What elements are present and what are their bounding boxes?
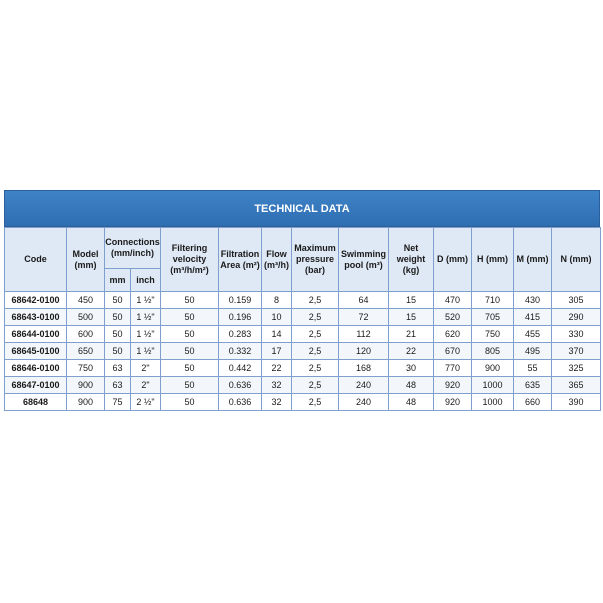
cell-model: 450: [67, 292, 105, 309]
cell-model: 500: [67, 309, 105, 326]
table-row: [5, 343, 601, 360]
cell-area: 0.196: [219, 309, 262, 326]
cell-h: 710: [472, 292, 514, 309]
cell-flow: 32: [262, 377, 292, 394]
cell-m: 660: [514, 394, 552, 411]
cell-n: 305: [552, 292, 601, 309]
cell-code: 68647-0100: [5, 377, 67, 394]
cell-area: 0.636: [219, 377, 262, 394]
cell-code: 68646-0100: [5, 360, 67, 377]
cell-n: 325: [552, 360, 601, 377]
cell-area: 0.159: [219, 292, 262, 309]
cell-d: 620: [434, 326, 472, 343]
cell-code: 68642-0100: [5, 292, 67, 309]
cell-m: 415: [514, 309, 552, 326]
cell-pressure: 2,5: [292, 309, 339, 326]
header-flow: Flow (m³/h): [262, 228, 292, 292]
cell-area: 0.332: [219, 343, 262, 360]
cell-model: 750: [67, 360, 105, 377]
cell-h: 750: [472, 326, 514, 343]
cell-pressure: 2,5: [292, 377, 339, 394]
cell-code: 68643-0100: [5, 309, 67, 326]
cell-flow: 10: [262, 309, 292, 326]
cell-pressure: 2,5: [292, 343, 339, 360]
cell-flow: 32: [262, 394, 292, 411]
cell-pool: 168: [339, 360, 389, 377]
cell-pool: 64: [339, 292, 389, 309]
cell-n: 365: [552, 377, 601, 394]
cell-pressure: 2,5: [292, 360, 339, 377]
header-net-weight: Net weight (kg): [389, 228, 434, 292]
cell-velocity: 50: [161, 377, 219, 394]
cell-h: 705: [472, 309, 514, 326]
cell-d: 770: [434, 360, 472, 377]
cell-area: 0.636: [219, 394, 262, 411]
cell-velocity: 50: [161, 360, 219, 377]
cell-n: 370: [552, 343, 601, 360]
cell-weight: 22: [389, 343, 434, 360]
header-h: H (mm): [472, 228, 514, 292]
cell-h: 900: [472, 360, 514, 377]
cell-mm: 63: [105, 377, 131, 394]
cell-mm: 50: [105, 326, 131, 343]
cell-pressure: 2,5: [292, 326, 339, 343]
cell-flow: 8: [262, 292, 292, 309]
cell-velocity: 50: [161, 326, 219, 343]
cell-mm: 50: [105, 309, 131, 326]
cell-inch: 1 ½": [131, 292, 161, 309]
cell-mm: 50: [105, 343, 131, 360]
table-row: [5, 292, 601, 309]
cell-mm: 75: [105, 394, 131, 411]
cell-velocity: 50: [161, 394, 219, 411]
cell-velocity: 50: [161, 343, 219, 360]
cell-h: 805: [472, 343, 514, 360]
cell-pool: 72: [339, 309, 389, 326]
header-model: Model (mm): [67, 228, 105, 292]
cell-m: 635: [514, 377, 552, 394]
cell-m: 430: [514, 292, 552, 309]
header-max-pressure: Maximum pressure (bar): [292, 228, 339, 292]
cell-area: 0.442: [219, 360, 262, 377]
cell-inch: 2": [131, 360, 161, 377]
cell-inch: 2 ½": [131, 394, 161, 411]
cell-m: 455: [514, 326, 552, 343]
header-connections-inch: inch: [131, 269, 161, 292]
cell-weight: 21: [389, 326, 434, 343]
cell-pressure: 2,5: [292, 394, 339, 411]
cell-inch: 1 ½": [131, 326, 161, 343]
cell-area: 0.283: [219, 326, 262, 343]
header-filtering-velocity: Filtering velocity (m³/h/m²): [161, 228, 219, 292]
header-m: M (mm): [514, 228, 552, 292]
cell-pool: 112: [339, 326, 389, 343]
cell-n: 390: [552, 394, 601, 411]
cell-flow: 17: [262, 343, 292, 360]
cell-code: 68648: [5, 394, 67, 411]
cell-velocity: 50: [161, 309, 219, 326]
table-row: [5, 309, 601, 326]
cell-weight: 15: [389, 292, 434, 309]
header-swimming-pool: Swimming pool (m³): [339, 228, 389, 292]
cell-m: 495: [514, 343, 552, 360]
cell-flow: 22: [262, 360, 292, 377]
cell-code: 68645-0100: [5, 343, 67, 360]
header-d: D (mm): [434, 228, 472, 292]
cell-n: 290: [552, 309, 601, 326]
cell-model: 650: [67, 343, 105, 360]
cell-d: 470: [434, 292, 472, 309]
technical-data-sheet: [4, 190, 600, 411]
cell-mm: 50: [105, 292, 131, 309]
header-n: N (mm): [552, 228, 601, 292]
table-row: [5, 326, 601, 343]
table-row: [5, 377, 601, 394]
cell-weight: 48: [389, 377, 434, 394]
cell-n: 330: [552, 326, 601, 343]
header-connections-mm: mm: [105, 269, 131, 292]
cell-h: 1000: [472, 377, 514, 394]
cell-inch: 1 ½": [131, 343, 161, 360]
cell-d: 670: [434, 343, 472, 360]
cell-d: 920: [434, 377, 472, 394]
cell-weight: 30: [389, 360, 434, 377]
cell-h: 1000: [472, 394, 514, 411]
table-row: [5, 360, 601, 377]
cell-velocity: 50: [161, 292, 219, 309]
cell-pool: 240: [339, 394, 389, 411]
cell-pool: 240: [339, 377, 389, 394]
cell-inch: 1 ½": [131, 309, 161, 326]
cell-m: 55: [514, 360, 552, 377]
header-filtration-area: Filtration Area (m²): [219, 228, 262, 292]
cell-d: 520: [434, 309, 472, 326]
header-connections: Connections (mm/inch): [105, 228, 161, 269]
cell-mm: 63: [105, 360, 131, 377]
table-row: [5, 394, 601, 411]
header-code: Code: [5, 228, 67, 292]
cell-weight: 48: [389, 394, 434, 411]
cell-d: 920: [434, 394, 472, 411]
technical-data-table: [4, 227, 601, 411]
cell-weight: 15: [389, 309, 434, 326]
cell-model: 600: [67, 326, 105, 343]
cell-code: 68644-0100: [5, 326, 67, 343]
cell-pool: 120: [339, 343, 389, 360]
cell-model: 900: [67, 377, 105, 394]
cell-flow: 14: [262, 326, 292, 343]
table-title: TECHNICAL DATA: [4, 190, 600, 227]
cell-pressure: 2,5: [292, 292, 339, 309]
cell-inch: 2": [131, 377, 161, 394]
cell-model: 900: [67, 394, 105, 411]
